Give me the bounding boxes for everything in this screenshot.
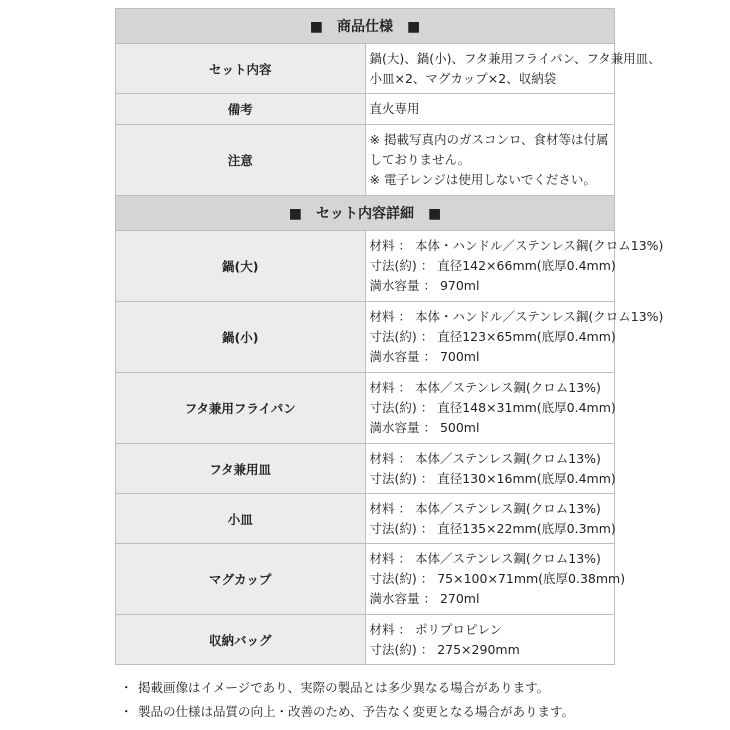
value-line: 満水容量 ： 270ml [369,591,480,606]
note-item [120,676,640,700]
row-label: 鍋(大) [116,231,366,302]
value-line: ※ 電子レンジは使用しないでください。 [369,172,596,187]
row-value [365,125,615,196]
row-label: 収納バッグ [116,615,366,665]
section-header-product [116,9,615,44]
value-line: 材料 ： 本体／ステンレス鋼(クロム13%) [369,500,601,516]
row-value [365,494,615,544]
table-row [116,302,615,373]
value-line: 材料 ： 本体・ハンドル／ステンレス鋼(クロム13%) [369,238,664,253]
table-row [116,94,615,125]
notes-list [120,676,640,724]
row-label: 注意 [116,125,366,196]
row-value [365,44,661,94]
value-line: 寸法(約) ： 直径142×66mm(底厚0.4mm) [369,258,616,273]
row-label: セット内容 [116,44,366,94]
value-line: 材料 ： 本体・ハンドル／ステンレス鋼(クロム13%) [369,309,664,324]
value-line: 材料 ： 本体／ステンレス鋼(クロム13%) [369,380,601,395]
value-line: 寸法(約) ： 直径130×16mm(底厚0.4mm) [369,470,616,486]
table-row [116,444,615,494]
section-title: ■ 商品仕様 ■ [116,9,615,44]
row-value [365,373,615,444]
value-line: 寸法(約) ： 直径135×22mm(底厚0.3mm) [369,520,616,536]
value-line: 直火専用 [369,101,420,116]
value-line: 寸法(約) ： 275×290mm [369,641,520,657]
table-row [116,373,615,444]
table-row [116,615,615,665]
row-value [365,444,615,494]
table-row [116,125,615,196]
section-title: ■ セット内容詳細 ■ [116,196,615,231]
note-item [120,700,640,724]
row-value [365,544,626,615]
row-value [365,615,615,665]
section-header-detail [116,196,615,231]
note-text: 製品の仕様は品質の向上・改善のため、予告なく変更となる場合があります。 [138,704,575,719]
row-label: 鍋(小) [116,302,366,373]
value-line: 寸法(約) ： 75×100×71mm(底厚0.38mm) [369,571,626,586]
bullet-mark: ・ [120,704,133,719]
value-line: 材料 ： 本体／ステンレス鋼(クロム13%) [369,450,601,466]
row-label: 備考 [116,94,366,125]
table-row [116,44,615,94]
row-value [365,94,615,125]
row-label: フタ兼用皿 [116,444,366,494]
value-line: ※ 掲載写真内のガスコンロ、食材等は付属しておりません。 [369,132,609,167]
value-line: 小皿×2、マグカップ×2、収納袋 [369,70,557,86]
value-line: 寸法(約) ： 直径123×65mm(底厚0.4mm) [369,329,616,344]
value-line: 満水容量 ： 700ml [369,349,480,364]
table-row [116,231,615,302]
spec-table [115,8,664,665]
row-label: 小皿 [116,494,366,544]
bullet-mark: ・ [120,680,133,695]
table-row [116,494,615,544]
row-label: フタ兼用フライパン [116,373,366,444]
value-line: 満水容量 ： 970ml [369,278,480,293]
value-line: 鍋(大)、鍋(小)、フタ兼用フライパン、フタ兼用皿、 [369,50,661,66]
value-line: 材料 ： ポリプロピレン [369,621,503,637]
row-value [365,231,664,302]
value-line: 寸法(約) ： 直径148×31mm(底厚0.4mm) [369,400,616,415]
row-label: マグカップ [116,544,366,615]
table-row [116,544,615,615]
note-text: 掲載画像はイメージであり、実際の製品とは多少異なる場合があります。 [138,680,550,695]
row-value [365,302,664,373]
value-line: 材料 ： 本体／ステンレス鋼(クロム13%) [369,551,601,566]
value-line: 満水容量 ： 500ml [369,420,480,435]
